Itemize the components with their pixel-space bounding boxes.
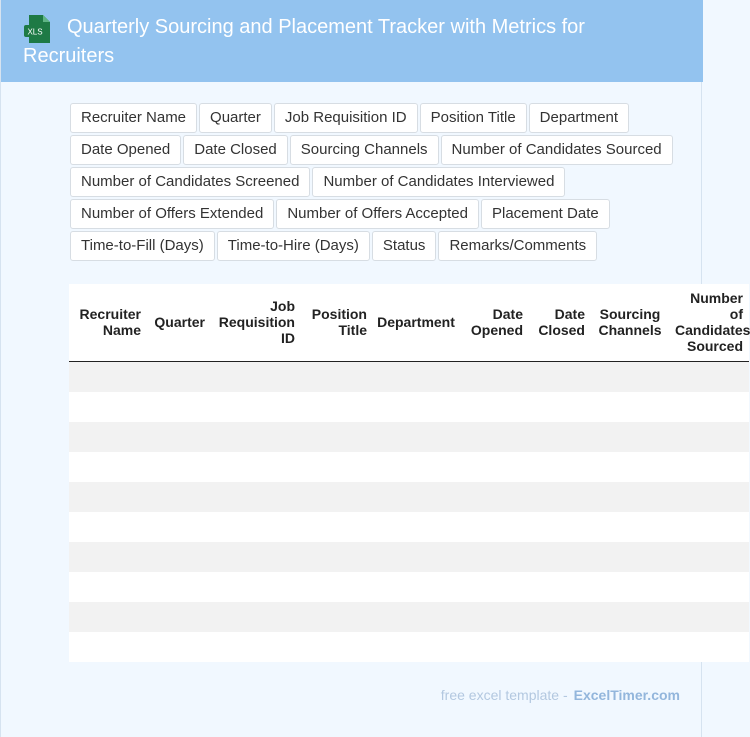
- footer-credit: [441, 687, 680, 703]
- table-cell[interactable]: [671, 512, 749, 542]
- table-cell[interactable]: [147, 482, 211, 512]
- table-cell[interactable]: [147, 422, 211, 452]
- table-cell[interactable]: [591, 422, 671, 452]
- table-cell[interactable]: [461, 512, 529, 542]
- column-header: Date Closed: [529, 284, 591, 361]
- table-cell[interactable]: [69, 422, 147, 452]
- table-cell[interactable]: [461, 392, 529, 422]
- table-cell[interactable]: [211, 572, 301, 602]
- tracker-table: [69, 284, 750, 662]
- table-cell[interactable]: [301, 572, 373, 602]
- table-header-row: [69, 284, 749, 361]
- table-cell[interactable]: [69, 361, 147, 392]
- table-cell[interactable]: [591, 602, 671, 632]
- table-cell[interactable]: [211, 512, 301, 542]
- column-header: Date Opened: [461, 284, 529, 361]
- table-cell[interactable]: [591, 542, 671, 572]
- table-cell[interactable]: [529, 632, 591, 662]
- table-cell[interactable]: [69, 572, 147, 602]
- table-cell[interactable]: [211, 452, 301, 482]
- column-header: Quarter: [147, 284, 211, 361]
- table-row: [69, 512, 749, 542]
- table-cell[interactable]: [671, 542, 749, 572]
- table-cell[interactable]: [69, 542, 147, 572]
- column-header: Recruiter Name: [69, 284, 147, 361]
- table-cell[interactable]: [301, 452, 373, 482]
- table-cell[interactable]: [529, 542, 591, 572]
- table-cell[interactable]: [529, 602, 591, 632]
- table-cell[interactable]: [591, 572, 671, 602]
- table-cell[interactable]: [529, 482, 591, 512]
- table-cell[interactable]: [671, 482, 749, 512]
- table-row: [69, 572, 749, 602]
- table-cell[interactable]: [671, 602, 749, 632]
- table-cell[interactable]: [211, 602, 301, 632]
- table-cell[interactable]: [461, 572, 529, 602]
- table-cell[interactable]: [69, 392, 147, 422]
- table-cell[interactable]: [529, 422, 591, 452]
- table-cell[interactable]: [461, 422, 529, 452]
- table-cell[interactable]: [373, 452, 461, 482]
- table-cell[interactable]: [529, 452, 591, 482]
- field-chip: Time-to-Hire (Days): [217, 231, 370, 261]
- table-cell[interactable]: [69, 632, 147, 662]
- field-chip: Number of Candidates Sourced: [441, 135, 673, 165]
- field-chip: Quarter: [199, 103, 272, 133]
- table-row: [69, 361, 749, 392]
- table-cell[interactable]: [591, 632, 671, 662]
- table-cell[interactable]: [301, 542, 373, 572]
- table-cell[interactable]: [147, 542, 211, 572]
- table-cell[interactable]: [147, 602, 211, 632]
- table-cell[interactable]: [373, 602, 461, 632]
- table-cell[interactable]: [69, 512, 147, 542]
- table-body: [69, 361, 749, 662]
- table-row: [69, 392, 749, 422]
- table-cell[interactable]: [461, 542, 529, 572]
- table-row: [69, 542, 749, 572]
- table-cell[interactable]: [461, 632, 529, 662]
- table-cell[interactable]: [529, 392, 591, 422]
- table-cell[interactable]: [373, 392, 461, 422]
- table-cell[interactable]: [591, 482, 671, 512]
- table-cell[interactable]: [69, 482, 147, 512]
- table-cell[interactable]: [211, 632, 301, 662]
- table-row: [69, 632, 749, 662]
- table-cell[interactable]: [69, 452, 147, 482]
- table-row: [69, 482, 749, 512]
- column-header: Department: [373, 284, 461, 361]
- table-cell[interactable]: [211, 542, 301, 572]
- table-cell[interactable]: [301, 482, 373, 512]
- table-cell[interactable]: [301, 632, 373, 662]
- page-title: Quarterly Sourcing and Placement Tracker with Metrics for Recruiters: [23, 16, 585, 67]
- table-cell[interactable]: [301, 512, 373, 542]
- footer-text: free excel template -: [440, 687, 568, 703]
- table-row: [69, 422, 749, 452]
- table-cell[interactable]: [529, 361, 591, 392]
- table-cell[interactable]: [211, 392, 301, 422]
- table-cell[interactable]: [529, 512, 591, 542]
- table-cell[interactable]: [211, 422, 301, 452]
- table-cell[interactable]: [147, 632, 211, 662]
- table-cell[interactable]: [147, 572, 211, 602]
- field-chip-list: [70, 103, 680, 263]
- column-header: Position Title: [301, 284, 373, 361]
- footer-brand-link[interactable]: ExcelTimer.com: [573, 687, 680, 703]
- table-cell[interactable]: [373, 361, 461, 392]
- table-cell[interactable]: [671, 452, 749, 482]
- field-chip: Department: [529, 103, 629, 133]
- table-cell[interactable]: [301, 361, 373, 392]
- table-cell[interactable]: [373, 512, 461, 542]
- field-chip: Job Requisition ID: [274, 103, 418, 133]
- table-cell[interactable]: [461, 452, 529, 482]
- column-header: Sourcing Channels: [591, 284, 671, 361]
- table-cell[interactable]: [69, 602, 147, 632]
- column-header: Number of Candidates Sourced: [671, 284, 749, 361]
- table-cell[interactable]: [461, 482, 529, 512]
- table-cell[interactable]: [373, 572, 461, 602]
- table-cell[interactable]: [301, 422, 373, 452]
- table-cell[interactable]: [529, 572, 591, 602]
- table-cell[interactable]: [591, 361, 671, 392]
- field-chip: Position Title: [420, 103, 527, 133]
- table-cell[interactable]: [373, 422, 461, 452]
- table-cell[interactable]: [671, 392, 749, 422]
- table-cell[interactable]: [373, 632, 461, 662]
- field-chip: Placement Date: [481, 199, 610, 229]
- excel-icon-label: XLS: [27, 27, 43, 37]
- table-row: [69, 602, 749, 632]
- table-cell[interactable]: [211, 482, 301, 512]
- table-cell[interactable]: [301, 392, 373, 422]
- table-cell[interactable]: [147, 512, 211, 542]
- field-chip: Number of Candidates Screened: [70, 167, 310, 197]
- field-chip: Date Closed: [183, 135, 288, 165]
- field-chip: Status: [372, 231, 437, 261]
- table-cell[interactable]: [147, 452, 211, 482]
- table-cell[interactable]: [591, 512, 671, 542]
- field-chip: Number of Offers Accepted: [276, 199, 479, 229]
- table-cell[interactable]: [671, 422, 749, 452]
- table-cell[interactable]: [671, 572, 749, 602]
- table-cell[interactable]: [211, 361, 301, 392]
- field-chip: Recruiter Name: [70, 103, 197, 133]
- table-cell[interactable]: [147, 392, 211, 422]
- table-cell[interactable]: [591, 392, 671, 422]
- table-cell[interactable]: [461, 602, 529, 632]
- table-cell[interactable]: [147, 361, 211, 392]
- field-chip: Date Opened: [70, 135, 181, 165]
- table-cell[interactable]: [461, 361, 529, 392]
- page-header: [1, 0, 703, 82]
- table-cell[interactable]: [373, 542, 461, 572]
- field-chip: Number of Candidates Interviewed: [312, 167, 565, 197]
- field-chip: Sourcing Channels: [290, 135, 439, 165]
- table-cell[interactable]: [671, 632, 749, 662]
- field-chip: Time-to-Fill (Days): [70, 231, 215, 261]
- field-chip: Remarks/Comments: [438, 231, 597, 261]
- table-row: [69, 452, 749, 482]
- table-cell[interactable]: [301, 602, 373, 632]
- column-header: Job Requisition ID: [211, 284, 301, 361]
- table-cell[interactable]: [671, 361, 749, 392]
- table-cell[interactable]: [591, 452, 671, 482]
- field-chip: Number of Offers Extended: [70, 199, 274, 229]
- table-cell[interactable]: [373, 482, 461, 512]
